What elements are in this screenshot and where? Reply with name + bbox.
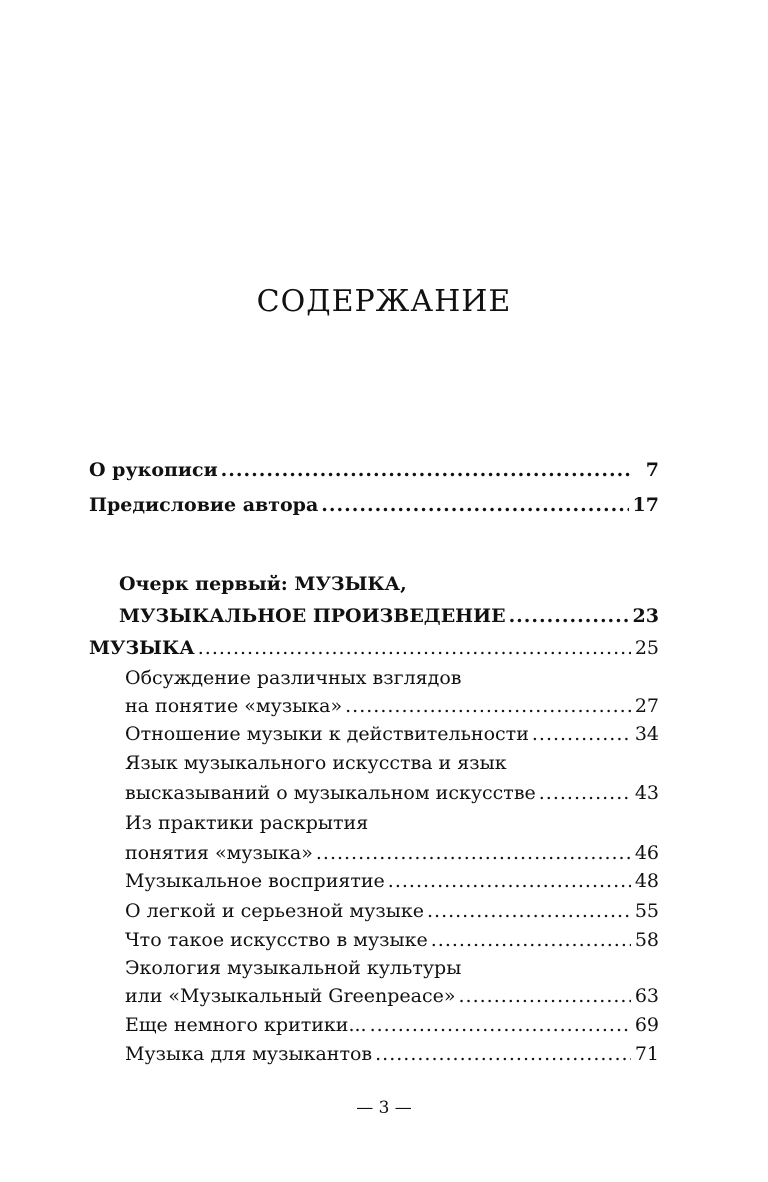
toc-entry-title: О легкой и серьезной музыке bbox=[125, 900, 424, 922]
toc-entry-title: Предисловие автора bbox=[89, 494, 319, 516]
toc-entry[interactable] bbox=[125, 984, 659, 1008]
toc-entry-title-line1: Очерк первый: МУЗЫКА, bbox=[119, 573, 407, 595]
toc-entry[interactable] bbox=[125, 781, 659, 805]
toc-page-number: 7 bbox=[645, 459, 659, 481]
toc-entry-title: МУЗЫКАЛЬНОЕ ПРОИЗВЕДЕНИЕ bbox=[119, 605, 506, 627]
toc-entry-title: на понятие «музыка» bbox=[125, 695, 343, 717]
toc-page-number: 55 bbox=[634, 900, 659, 922]
toc-entry[interactable] bbox=[125, 899, 659, 923]
toc-entry-title: О рукописи bbox=[89, 459, 218, 481]
toc-page-number: 23 bbox=[632, 605, 659, 627]
toc-entry[interactable] bbox=[125, 722, 659, 746]
toc-page-number: 17 bbox=[632, 494, 659, 516]
toc-page-number: 69 bbox=[634, 1014, 659, 1036]
toc-leader-dots bbox=[539, 781, 631, 805]
toc-entry-title: Музыка для музыкантов bbox=[125, 1043, 373, 1065]
page-title: СОДЕРЖАНИЕ bbox=[256, 284, 512, 319]
toc-page-number: 25 bbox=[634, 637, 659, 659]
toc-leader-dots bbox=[459, 984, 631, 1008]
page-number-footer: — 3 — bbox=[356, 1098, 412, 1118]
toc-leader-dots bbox=[321, 493, 628, 517]
toc-entry[interactable] bbox=[89, 636, 659, 660]
toc-entry[interactable] bbox=[119, 604, 659, 628]
toc-leader-dots bbox=[370, 1013, 631, 1037]
toc-entry-title-line1: Обсуждение различных взглядов bbox=[125, 667, 462, 689]
toc-leader-dots bbox=[388, 869, 631, 893]
toc-entry-title: Музыкальное восприятие bbox=[125, 870, 385, 892]
toc-page-number: 48 bbox=[634, 870, 659, 892]
toc-leader-dots bbox=[375, 1042, 631, 1066]
toc-leader-dots bbox=[427, 899, 631, 923]
toc-entry[interactable] bbox=[125, 869, 659, 893]
toc-leader-dots bbox=[532, 722, 631, 746]
toc-page-number: 46 bbox=[634, 842, 659, 864]
toc-entry-title: МУЗЫКА bbox=[89, 637, 195, 659]
toc-leader-dots bbox=[509, 604, 629, 628]
toc-page-number: 71 bbox=[634, 1043, 659, 1065]
toc-entry-title: или «Музыкальный Greenpeace» bbox=[125, 985, 456, 1007]
toc-entry-title: понятия «музыка» bbox=[125, 842, 313, 864]
toc-entry[interactable] bbox=[125, 1042, 659, 1066]
toc-leader-dots bbox=[316, 841, 631, 865]
toc-entry[interactable] bbox=[89, 493, 659, 517]
toc-leader-dots bbox=[221, 458, 631, 482]
toc-entry-title: Отношение музыки к действительности bbox=[125, 723, 529, 745]
toc-leader-dots bbox=[345, 694, 631, 718]
toc-entry-title-line1: Язык музыкального искусства и язык bbox=[125, 752, 507, 774]
toc-page-number: 63 bbox=[634, 985, 659, 1007]
toc-page-number: 27 bbox=[634, 695, 659, 717]
toc-entry-title-line1: Экология музыкальной культуры bbox=[125, 957, 462, 979]
toc-entry[interactable] bbox=[125, 694, 659, 718]
toc-leader-dots bbox=[431, 928, 631, 952]
toc-entry-title: высказываний о музыкальном искусстве bbox=[125, 782, 536, 804]
toc-entry[interactable] bbox=[125, 1013, 659, 1037]
toc-leader-dots bbox=[198, 636, 631, 660]
toc-entry-title: Что такое искусство в музыке bbox=[125, 929, 428, 951]
toc-entry-title: Еще немного критики... bbox=[125, 1014, 367, 1036]
toc-entry-title-line1: Из практики раскрытия bbox=[125, 812, 369, 834]
toc-page-number: 58 bbox=[634, 929, 659, 951]
toc-entry[interactable] bbox=[89, 458, 659, 482]
toc-page-number: 34 bbox=[634, 723, 659, 745]
toc-page-number: 43 bbox=[634, 782, 659, 804]
toc-entry[interactable] bbox=[125, 841, 659, 865]
toc-entry[interactable] bbox=[125, 928, 659, 952]
